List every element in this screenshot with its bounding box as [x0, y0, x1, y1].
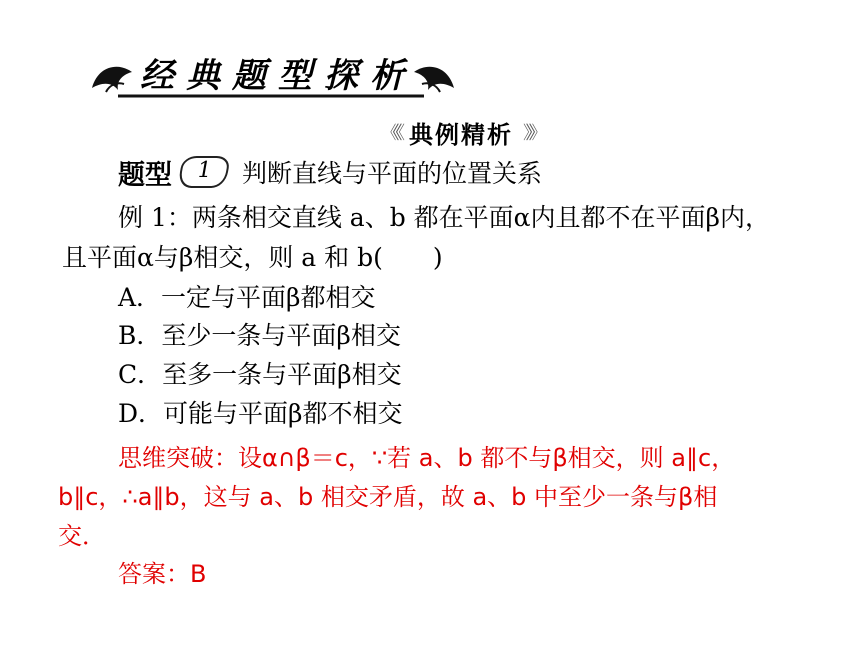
subheader [356, 117, 566, 147]
option-a: A．一定与平面β都相交 [118, 283, 376, 312]
solution-line-1: 思维突破：设α∩β＝c，∵若 a、b 都不与β相交，则 a∥c， [118, 444, 736, 472]
option-d: D．可能与平面β都不相交 [118, 399, 403, 428]
solution-line-2: b∥c，∴a∥b，这与 a、b 相交矛盾，故 a、b 中至少一条与β相 [58, 483, 718, 511]
subheader-text: 典例精析 [409, 120, 513, 149]
option-c: C．至多一条与平面β相交 [118, 360, 402, 389]
problem-line-2: 且平面α与β相交，则 a 和 b( ) [62, 243, 443, 272]
banner-title: 经典题型探析 [140, 56, 416, 96]
topic-title: 判断直线与平面的位置关系 [242, 159, 543, 188]
topic-heading [118, 152, 542, 192]
topic-number-badge: 1 [177, 156, 231, 188]
section-banner [88, 48, 458, 106]
topic-label: 题型 [118, 159, 172, 191]
double-chevron-left-icon: 《《《 [381, 123, 399, 144]
solution-line-3: 交． [58, 522, 106, 550]
problem-line-1: 例 1：两条相交直线 a、b 都在平面α内且都不在平面β内， [118, 203, 770, 232]
double-chevron-right-icon: 》》》 [523, 123, 541, 144]
answer-line: 答案：B [118, 560, 207, 588]
leaf-ornament-left-icon [92, 67, 132, 90]
option-b: B．至少一条与平面β相交 [118, 321, 401, 350]
